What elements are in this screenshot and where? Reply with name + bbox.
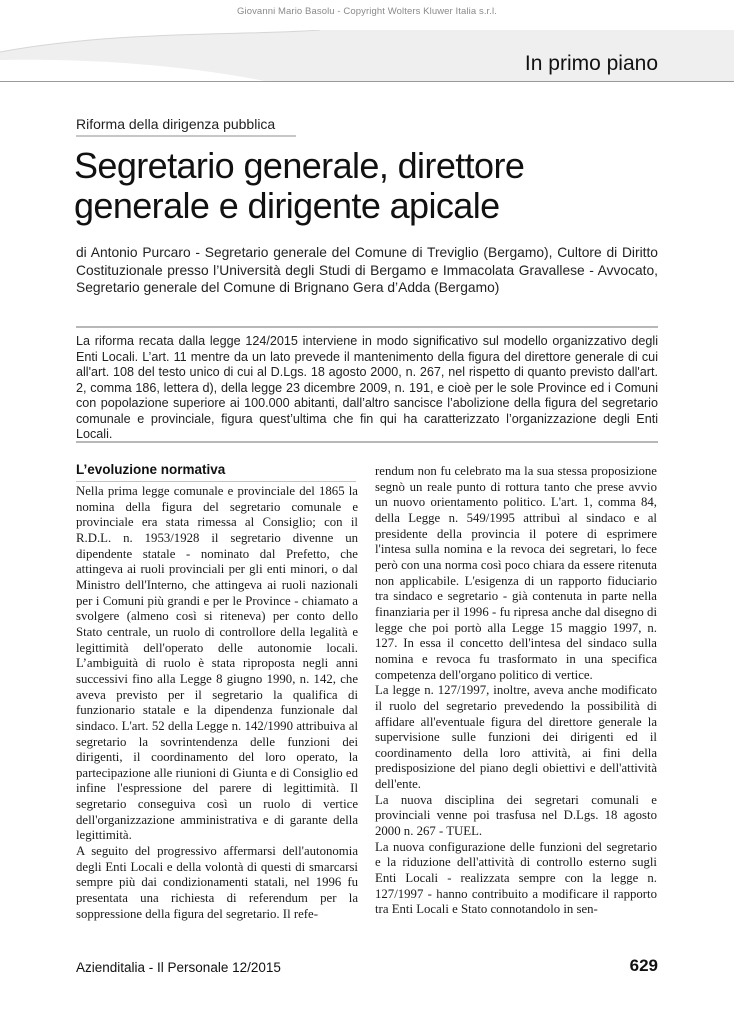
- title-line-2: generale e dirigente apicale: [74, 185, 500, 226]
- page-number: 629: [629, 956, 658, 975]
- body-paragraph: La nuova disciplina dei segretari comunali e provinciali venne poi trasfusa nel D.Lgs. 18 agosto 2000 n. 267 - TUEL.: [375, 792, 657, 839]
- copyright-notice: Giovanni Mario Basolu - Copyright Wolters Kluwer Italia s.r.l.: [237, 6, 497, 17]
- section-subheading: L’evoluzione normativa: [76, 462, 226, 477]
- body-paragraph: Nella prima legge comunale e provinciale del 1865 la nomina della figura del segretario comunale e provinciale era stata rimessa al Consiglio; con il R.D.L. n. 1953/1928 il segretario divenne un dipendente statale - nominato dal Prefetto, che attingeva ai ruoli provinciali per gli enti minori, o dal Ministro dell'Interno, che attingeva ai ruoli nazionali per i Comuni più grandi e per le Province - chiamato a svolgere (almeno così si riteneva) per conto dello Stato centrale, un ruolo di controllore della legalità e legittimità dell'operato delle autonomie locali. L’ambiguità di ruolo è stata riproposta negli anni successivi fino alla Legge 8 giugno 1990, n. 142, che aveva previsto per il segretario la qualifica di funzionario statale e la dipendenza funzionale dal sindaco. L'art. 52 della Legge n. 142/1990 attribuiva al segretario la sovrintendenza delle funzioni dei dirigenti, il coordinamento del loro operato, la partecipazione alle riunioni di Giunta e di Consiglio ed infine l'espressione del parere di legittimità. Il segretario conseguiva così un ruolo di vertice dell'organizzazione amministrativa e di garante della legittimità.: [76, 484, 358, 843]
- right-column: [375, 464, 657, 918]
- body-paragraph: La nuova configurazione delle funzioni del segretario e la riduzione dell'attività di controllo esterno sugli Enti Locali - realizzata sempre con la legge n. 127/1997 - hanno contribuito a modificare il rapporto tra Enti Locali e Stato connotandolo in sen-: [375, 839, 657, 917]
- subheading-rule: [76, 481, 356, 482]
- title-line-1: Segretario generale, direttore: [74, 145, 525, 186]
- abstract-bottom-rule: [76, 441, 658, 443]
- left-column: [76, 484, 358, 922]
- article-rubric: Riforma della dirigenza pubblica: [76, 116, 276, 132]
- article-authors: di Antonio Purcaro - Segretario generale del Comune di Treviglio (Bergamo), Cultore di Diritto Costituzionale presso l’Università degli Studi di Bergamo e Immacolata Gravallese - Avvocato, Segretario generale del Comune di Brignano Gera d’Adda (Bergamo): [76, 245, 658, 295]
- article-abstract: La riforma recata dalla legge 124/2015 interviene in modo significativo sul modello organizzativo degli Enti Locali. L’art. 11 mentre da un lato prevede il mantenimento della figura del direttore generale di cui all'art. 108 del testo unico di cui al D.Lgs. 18 agosto 2000, n. 267, nel rispetto di quanto previsto dall'art. 2, comma 186, lettera d), della legge 23 dicembre 2009, n. 191, e cioè per le sole Province ed i Comuni con popolazione superiore ai 100.000 abitanti, dall’altro sancisce l’abolizione della figura del segretario comunale e provinciale, figura quest’ultima che fin qui ha caratterizzato l’organizzazione degli Enti Locali.: [76, 334, 658, 441]
- body-paragraph: rendum non fu celebrato ma la sua stessa proposizione segnò un reale punto di rottura tanto che prese avvio un nuovo orientamento politico. L'art. 1, comma 84, della Legge n. 549/1995 attribuì al sindaco e al presidente della provincia il potere di esprimere l'intesa sulla nomina e la revoca dei segretari, lo fece però con una norma così poco chiara da essere ritenuta non applicabile. L'esigenza di un rapporto fiduciario tra sindaco e segretario - già contenuta in parte nella finanziaria per il 1996 - fu ripresa anche dal disegno di legge che poi portò alla Legge 15 maggio 1997, n. 127. In essa il concetto dell'intesa del sindaco sulla nomina e revoca fu trasformato in una specifica competenza dell'organo politico di vertice.: [375, 464, 657, 682]
- footer-journal: Azienditalia - Il Personale 12/2015: [76, 960, 281, 975]
- section-label: In primo piano: [524, 52, 658, 75]
- article-title: [74, 146, 674, 226]
- header-divider: [0, 81, 734, 82]
- rubric-underline: [76, 135, 296, 137]
- body-paragraph: A seguito del progressivo affermarsi dell'autonomia degli Enti Locali e della volontà di questi di smarcarsi sempre più dai condizionamenti statali, nel 1996 fu presentata una richiesta di referendum per la soppressione della figura del segretario. Il refe-: [76, 844, 358, 921]
- abstract-top-rule: [76, 326, 658, 328]
- body-paragraph: La legge n. 127/1997, inoltre, aveva anche modificato il ruolo del segretario prevedendo la possibilità di affidare all'eventuale figura del direttore generale la supervisione sulle funzioni dei dirigenti ed il coordinamento della loro attività, ai fini della predisposizione del piano degli obiettivi e dell'attività dell'ente.: [375, 683, 657, 792]
